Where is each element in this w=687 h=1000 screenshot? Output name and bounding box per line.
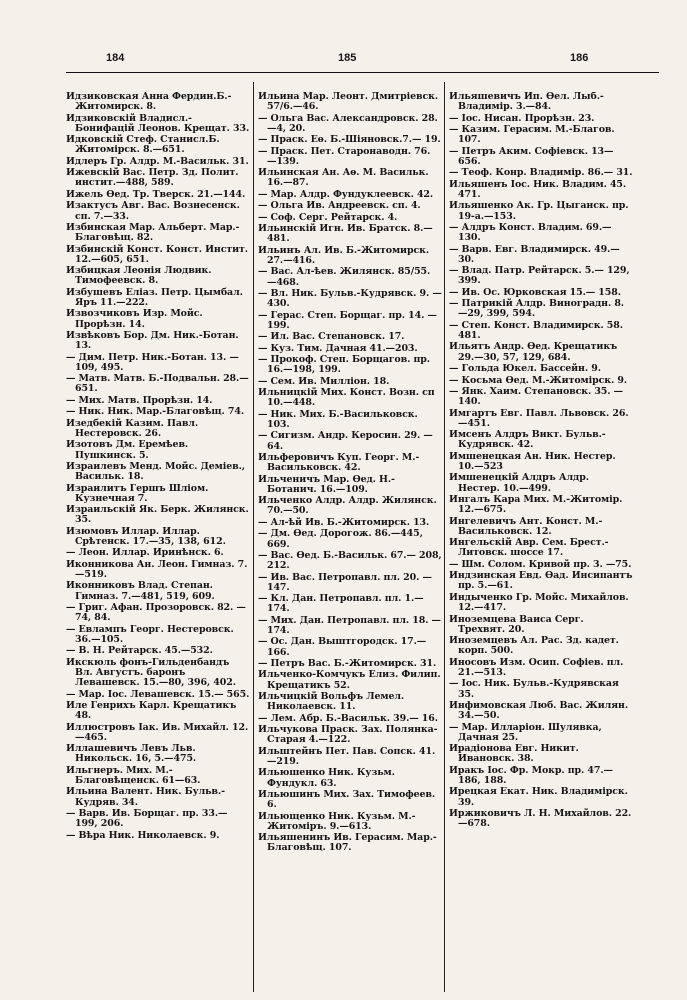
directory-entry: Иллашевичъ Левъ Льв. Никольск. 16, 5.—475. (66, 743, 197, 765)
directory-entry: — Вѣра Ник. Николаевск. 9. (66, 829, 220, 841)
directory-entry: — Шм. Солом. Кривой пр. 3. —75. (449, 558, 632, 570)
directory-entry: Ильина Мар. Леонт. Дмитріевск. 57/6.—46. (258, 92, 439, 113)
directory-entry: — Соф. Серг. Рейтарск. 4. (258, 211, 398, 223)
directory-entry: — Теоф. Конр. Владимір. 86.— 31. (449, 167, 633, 179)
directory-entry: — Петръ Вас. Б.-Житомирск. 31. (258, 658, 437, 670)
directory-entry: Икскюль фонъ-Гильденбандъ Вл. Августъ. баронъ Левашевск. 15.—80, 396, 402. (66, 656, 236, 689)
directory-entry: Ильющенко Ник. Кузьм. М.-Житоміръ. 9.—613. (258, 810, 416, 832)
directory-entry: — Іос. Нисан. Прорѣзн. 23. (449, 112, 595, 124)
directory-entry: — Мих. Матв. Прорѣзн. 14. (66, 394, 213, 406)
directory-entry: — Петръ Аким. Софіевск. 13— 656. (449, 145, 614, 167)
directory-entry: Ильяшевичъ Ип. Өел. Лыб.-Владимір. 3.—84. (449, 92, 604, 113)
directory-entry: — Леон. Иллар. Иринѣнск. 6. (66, 547, 224, 559)
directory-entry: — Ив. Ос. Юрковская 15.— 158. (449, 286, 621, 298)
directory-entry: Извозчиковъ Изр. Мойс. Прорѣзн. 14. (66, 308, 203, 330)
directory-column-1 (66, 92, 250, 990)
directory-entry: — Ив. Вас. Петропавл. пл. 20. —147. (258, 571, 432, 593)
directory-entry: Иле Генрихъ Карл. Крещатикъ 48. (66, 699, 237, 722)
directory-entry: Имшенецкій Алдръ Алдр. Нестер. 10.—499. (449, 472, 589, 494)
directory-entry: — Степ. Конст. Владимирск. 58. 481. (449, 319, 623, 341)
directory-entry: Ильина Валент. Ник. Бульв.-Кудряв. 34. (66, 786, 225, 808)
directory-entry: — Мих. Дан. Петропавл. пл. 18. —174. (258, 614, 441, 636)
directory-entry: — Казим. Герасим. М.-Благов. 107. (449, 124, 615, 146)
page-number-middle: 185 (338, 52, 357, 64)
directory-entry: Идлеръ Гр. Алдр. М.-Васильк. 31. (66, 155, 249, 167)
directory-entry: Ильяшенъ Іос. Ник. Владим. 45. 471. (449, 178, 627, 200)
directory-column-2 (258, 92, 442, 990)
directory-entry: — Прокоф. Степ. Борщагов. пр. 16.—198, 199. (258, 354, 430, 376)
directory-entry: Ирецкая Екат. Ник. Владимірск. 39. (449, 786, 628, 808)
directory-entry: — Гольда Юкел. Бассейн. 9. (449, 363, 601, 375)
directory-entry: Изедбекій Казим. Павл. Нестеровск. 26. (66, 417, 199, 439)
column-divider-1 (253, 82, 254, 992)
directory-entry: Ильяшенинъ Ив. Герасим. Мар.-Благовѣщ. 107. (258, 832, 437, 854)
directory-entry: — Куз. Тим. Дачная 41.—203. (258, 342, 418, 354)
directory-entry: — Герас. Степ. Борщаг. пр. 14. —199. (258, 309, 437, 331)
page-number-right: 186 (570, 52, 589, 64)
directory-entry: — Ал-ѣй Ив. Б.-Житомирск. 13. (258, 516, 430, 528)
directory-entry: — Сигизм. Андр. Керосин. 29. —64. (258, 430, 433, 452)
directory-entry: — Мар. Іос. Левашевск. 15.— 565. (66, 688, 250, 700)
directory-entry: — Іос. Ник. Бульв.-Кудрявская 35. (449, 678, 619, 700)
directory-entry: Ильченичъ Мар. Өед. Н.-Ботанич. 16.—109. (258, 473, 395, 495)
page-number-left: 184 (106, 52, 125, 64)
directory-entry: — Вас. Ал-ѣев. Жилянск. 85/55. —468. (258, 266, 431, 288)
directory-entry: Идзиковскій Владисл.-Бонифацій Леонов. Крещат. 33. (66, 112, 250, 134)
directory-entry: Ильинскій Игн. Ив. Братск. 8.— 481. (258, 223, 433, 245)
directory-entry: — Вл. Ник. Бульв.-Кудрявск. 9. —430. (258, 288, 442, 310)
directory-entry: Ильштейнъ Пет. Пав. Сопск. 41. —219. (258, 745, 436, 767)
directory-entry: Ильяшенко Ак. Гр. Цыганск. пр. 19-а.—153. (449, 200, 629, 222)
directory-entry: — Праск. Еѳ. Б.-Шіяновск.7.— 19. (258, 134, 441, 146)
directory-entry: Иржиковичъ Л. Н. Михайлов. 22. —678. (449, 808, 632, 830)
header-rule (66, 72, 659, 73)
directory-entry: Идковскій Стеф. Станисл.Б. Житомірск. 8.—651. (66, 134, 220, 156)
directory-entry: Индыченко Гр. Мойс. Михайлов. 12.—417. (449, 591, 629, 614)
column-divider-2 (444, 82, 445, 992)
directory-entry: — В. Н. Рейтарск. 45.—532. (66, 645, 213, 657)
directory-entry: — Ник. Мих. Б.-Васильковск. 103. (258, 408, 418, 431)
directory-entry: — Варв. Ив. Борщаг. пр. 33.— 199, 206. (66, 808, 228, 830)
directory-entry: Ингалъ Кара Мих. М.-Житомір. 12.—675. (449, 494, 623, 516)
directory-entry: — Сем. Ив. Милліон. 18. (258, 375, 390, 387)
directory-entry: Ильченко Алдр. Алдр. Жилянск. 70.—50. (258, 495, 437, 517)
directory-entry: Иноземцева Ваиса Серг. Трехвят. 20. (449, 613, 584, 635)
directory-entry: Имгартъ Евг. Павл. Львовск. 26. —451. (449, 407, 629, 429)
directory-entry: — Мар. Илларіон. Шулявка, Дачная 25. (449, 721, 602, 743)
directory-entry: Ингельскій Авр. Сем. Брест.-Литовск. шоссе 17. (449, 537, 609, 559)
directory-entry: Иллюстровъ Іак. Ив. Михайл. 12. —465. (66, 721, 249, 743)
directory-entry: Избушевъ Еліаз. Петр. Цымбал. Яръ 11.—222. (66, 286, 243, 308)
directory-entry: Изактусъ Авг. Вас. Вознесенск. сп. 7.—33. (66, 200, 240, 222)
directory-entry: Ильферовичъ Куп. Георг. М.-Васильковск. 42. (258, 452, 420, 474)
directory-entry: Израилевъ Менд. Мойс. Деміев., Васильк. 18. (66, 460, 245, 483)
directory-entry: Ингелевичъ Ант. Конст. М.-Васильковск. 12. (449, 515, 603, 537)
directory-entry: Ижевскій Вас. Петр. Зд. Полит. инстит.—488, 589. (66, 167, 239, 189)
directory-entry: — Алдръ Конст. Владим. 69.— 130. (449, 221, 612, 244)
directory-entry: Избицкая Леонія Людвик. Тимофеевск. 8. (66, 265, 212, 287)
directory-entry: — Ил. Вас. Степановск. 17. (258, 331, 405, 343)
directory-entry: — Матв. Матв. Б.-Подвальн. 28.—651. (66, 373, 249, 395)
directory-entry: Израильскій Як. Берк. Жилянск. 35. (66, 504, 249, 526)
directory-entry: Изотовъ Дм. Еремѣев. Пушкинск. 5. (66, 439, 189, 461)
directory-entry: Ильницкій Мих. Конст. Возн. сп 10.—448. (258, 387, 435, 409)
directory-entry: Избинскій Конст. Конст. Инстит. 12.—605, 651. (66, 243, 248, 265)
directory-entry: Иноземцевъ Ал. Рас. Зд. кадет. корп. 500. (449, 635, 619, 657)
directory-entry: — Евлампъ Георг. Нестеровск. 36.—105. (66, 623, 234, 645)
directory-entry: — Влад. Патр. Рейтарск. 5.— 129, 399. (449, 265, 630, 287)
directory-entry: Индзинская Евд. Өад. Инсипантъ пр. 5.—61. (449, 570, 633, 592)
directory-entry: Ильгнеръ. Мих. М.-Благовѣщенск. 61—63. (66, 764, 201, 786)
directory-entry: Иконникова Ан. Леон. Гимназ. 7. —519. (66, 558, 248, 580)
directory-entry: Имшенецкая Ан. Ник. Нестер. 10.—523 (449, 450, 616, 472)
directory-entry: — Дм. Өед. Дорогож. 86.—445, 669. (258, 528, 423, 550)
directory-entry: Ильчицкій Вольфъ Лемел. Николаевск. 11. (258, 691, 405, 713)
directory-entry: — Ник. Ник. Мар.-Благовѣщ. 74. (66, 406, 244, 418)
directory-entry: — Патрикій Алдр. Виноградн. 8.—29, 399, 594. (449, 298, 624, 320)
directory-entry: — Косьма Өед. М.-Житомірск. 9. (449, 374, 627, 386)
directory-entry: Ирадіонова Евг. Никит. Ивановск. 38. (449, 743, 579, 765)
directory-entry: Ильинская Ан. Аѳ. М. Васильк. 16.—87. (258, 167, 429, 189)
directory-entry: Ильюшенко Ник. Кузьм. Фундукл. 63. (258, 767, 395, 789)
directory-entry: Иконниковъ Влад. Степан. Гимназ. 7.—481, 519, 609. (66, 580, 215, 602)
directory-entry: — Праск. Пет. Старонаводн. 76. —139. (258, 145, 431, 167)
directory-entry: — Григ. Афан. Прозоровск. 82. —74, 84. (66, 602, 246, 624)
directory-entry: Инфимовская Люб. Вас. Жилян. 34.—50. (449, 699, 629, 722)
directory-entry: Избинская Мар. Альберт. Мар.-Благовѣщ. 82. (66, 221, 240, 244)
directory-entry: Имсенъ Алдръ Викт. Бульв.-Кудрявск. 42. (449, 429, 606, 451)
directory-entry: — Янк. Хаим. Степановск. 35. —140. (449, 385, 623, 408)
directory-column-3 (449, 92, 633, 990)
directory-entry: Ильчукова Праск. Зах. Полянка-Старая 4.—122. (258, 724, 438, 746)
directory-entry: Изюмовъ Иллар. Иллар. Срѣтенск. 17.—35, 138, 612. (66, 525, 226, 547)
directory-entry: Идзиковская Анна Фердин.Б.-Житомирск. 8. (66, 92, 232, 113)
directory-entry: — Варв. Евг. Владимирск. 49.— 30. (449, 243, 620, 265)
directory-entry: — Лем. Абр. Б.-Васильк. 39.— 16. (258, 712, 438, 724)
directory-entry: Ильченко-Комчукъ Елиз. Филип. Крещатикъ 52. (258, 669, 441, 691)
directory-entry: — Мар. Алдр. Фундуклеевск. 42. (258, 188, 434, 200)
directory-entry: Израилитъ Гершъ Шліом. Кузнечная 7. (66, 482, 209, 504)
directory-entry: Ильюшинъ Мих. Зах. Тимофеев. 6. (258, 788, 436, 811)
directory-entry: — Дим. Петр. Ник.-Ботан. 13. —109, 495. (66, 351, 239, 373)
directory-entry: — Ольга Ив. Андреевск. сп. 4. (258, 200, 421, 212)
directory-entry: Ильинъ Ал. Ив. Б.-Житомирск. 27.—416. (258, 244, 430, 267)
directory-entry: Ижель Өед. Тр. Тверск. 21.—144. (66, 188, 246, 200)
directory-entry: Иракъ Іос. Фр. Мокр. пр. 47.— 186, 188. (449, 764, 613, 786)
directory-entry: — Кл. Дан. Петропавл. пл. 1.— 174. (258, 593, 424, 615)
directory-entry: — Вас. Өед. Б.-Васильк. 67.— 208, 212. (258, 549, 442, 572)
directory-entry: Извѣковъ Бор. Дм. Ник.-Ботан. 13. (66, 330, 239, 352)
directory-entry: Иносовъ Изм. Осип. Софіев. пл. 21.—513. (449, 656, 624, 678)
directory-entry: Ильятъ Андр. Өед. Крещатикъ 29.—30, 57, 129, 684. (449, 341, 618, 363)
directory-entry: — Ольга Вас. Александровск. 28.—4, 20. (258, 112, 438, 134)
directory-entry: — Ос. Дан. Выштгородск. 17.— 166. (258, 636, 427, 658)
